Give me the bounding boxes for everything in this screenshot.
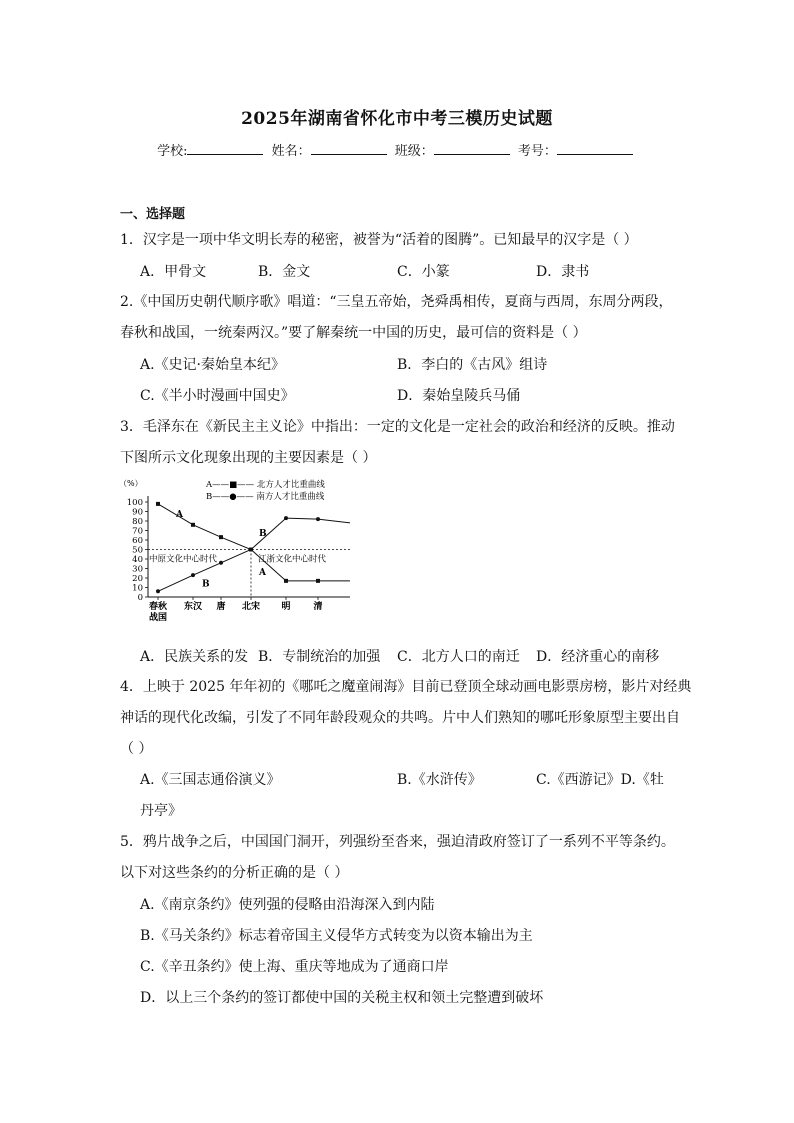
x-tick-label: 东汉 <box>183 602 203 612</box>
name-field[interactable] <box>311 142 387 155</box>
question-1-option-a[interactable]: A．甲骨文 <box>140 264 207 280</box>
curve-label-a-right: A <box>259 568 266 579</box>
question-5-option-a[interactable]: A.《南京条约》使列强的侵略由沿海深入到内陆 <box>140 897 435 913</box>
question-5-option-c[interactable]: C.《辛丑条约》使上海、重庆等地成为了通商口岸 <box>140 959 449 975</box>
question-2-stem-line-1: 2.《中国历史朝代顺序歌》唱道：“三皇五帝始，尧舜禹相传，夏商与西周，东周分两段， <box>120 294 673 310</box>
legend-entry-north: A——■—— 北方人才比重曲线 <box>206 480 325 490</box>
question-1-stem: 1．汉字是一项中华文明长寿的秘密，被誉为“活着的图腾”。已知最早的汉字是（ ） <box>120 232 638 248</box>
north-data-point <box>284 579 288 583</box>
question-4-stem-line-2: 神话的现代化改编，引发了不同年龄段观众的共鸣。片中人们熟知的哪吒形象原型主要出自 <box>120 710 680 726</box>
question-2-stem-line-2: 春秋和战国，一统秦两汉。”要了解秦统一中国的历史，最可信的资料是（ ） <box>120 325 587 341</box>
north-data-point <box>316 579 320 583</box>
x-tick-label: 明 <box>281 602 291 612</box>
curve-label-b-left: B <box>202 579 210 590</box>
question-1-option-c[interactable]: C．小篆 <box>397 264 450 280</box>
school-field[interactable] <box>187 142 263 155</box>
south-data-point <box>191 573 195 577</box>
page-title: 2025年湖南省怀化市中考三模历史试题 <box>241 109 553 129</box>
school-label: 学校: <box>157 144 188 159</box>
question-3-stem-line-1: 3．毛泽东在《新民主主义论》中指出：一定的文化是一定社会的政治和经济的反映。推动 <box>120 419 675 435</box>
question-4-option-a[interactable]: A.《三国志通俗演义》 <box>140 772 281 788</box>
north-data-point <box>191 523 195 527</box>
exam-number-field[interactable] <box>557 142 633 155</box>
question-3-option-b[interactable]: B．专制统治的加强 <box>258 649 381 665</box>
south-data-point <box>219 561 223 565</box>
y-tick-label: 40 <box>132 555 143 565</box>
y-tick-label: 60 <box>132 536 143 546</box>
x-tick-label: 北宋 <box>241 602 261 612</box>
south-data-point <box>156 589 160 593</box>
south-data-point <box>284 516 288 520</box>
question-4-option-d-cont[interactable]: 丹亭》 <box>140 803 182 819</box>
question-2-option-b[interactable]: B．李白的《古风》组诗 <box>397 357 548 373</box>
legend-entry-south: B——●—— 南方人才比重曲线 <box>206 492 325 502</box>
question-1-option-d[interactable]: D．隶书 <box>536 264 590 280</box>
question-3-option-d[interactable]: D．经济重心的南移 <box>536 649 660 665</box>
y-tick-label: 70 <box>132 526 143 537</box>
south-data-point <box>249 548 253 552</box>
y-axis-label: （%） <box>119 479 143 488</box>
exam-number-label: 考号： <box>517 144 557 159</box>
y-tick-label: 0 <box>137 593 143 603</box>
x-tick-label: 春秋 <box>148 602 168 612</box>
x-tick-label: 清 <box>313 602 323 612</box>
student-info-row <box>0 140 794 159</box>
name-label: 姓名： <box>271 144 311 159</box>
question-5-stem-line-2: 以下对这些条约的分析正确的是（ ） <box>120 865 349 881</box>
question-4-option-b[interactable]: B.《水浒传》 <box>397 772 482 788</box>
y-tick-label: 10 <box>132 583 143 594</box>
y-tick-label: 100 <box>126 498 143 508</box>
question-3-option-a[interactable]: A．民族关系的发 <box>140 649 249 665</box>
question-4-stem-line-3: （ ） <box>120 741 153 757</box>
question-1-option-b[interactable]: B．金文 <box>258 264 311 280</box>
question-2-option-d[interactable]: D．秦始皇陵兵马俑 <box>397 388 521 404</box>
section-heading: 一、选择题 <box>120 207 186 222</box>
question-4-stem-line-1: 4．上映于 2025 年年初的《哪吒之魔童闹海》目前已登顶全球动画电影票房榜，影片对经典 <box>120 679 692 695</box>
y-tick-label: 30 <box>132 564 143 575</box>
y-tick-label: 90 <box>132 507 143 518</box>
question-3-option-c[interactable]: C．北方人口的南迁 <box>397 649 520 665</box>
question-4-option-c-d[interactable]: C.《西游记》D.《牡 <box>536 772 664 788</box>
north-data-point <box>219 535 223 539</box>
north-data-point <box>156 502 160 506</box>
class-label: 班级： <box>394 144 434 159</box>
question-2-option-a[interactable]: A.《史记·秦始皇本纪》 <box>140 357 286 373</box>
question-2-option-c[interactable]: C.《半小时漫画中国史》 <box>140 388 295 404</box>
south-data-point <box>316 517 320 521</box>
y-tick-label: 20 <box>132 574 143 584</box>
talent-proportion-chart <box>118 478 358 628</box>
region-label-jiangzhe: 江浙文化中心时代 <box>258 554 327 565</box>
y-tick-label: 80 <box>132 517 143 527</box>
question-5-option-b[interactable]: B.《马关条约》标志着帝国主义侵华方式转变为以资本输出为主 <box>140 928 533 944</box>
question-5-option-d[interactable]: D．以上三个条约的签订都使中国的关税主权和领土完整遭到破坏 <box>140 990 544 1006</box>
region-label-central-plains: 中原文化中心时代 <box>149 554 218 565</box>
class-field[interactable] <box>434 142 510 155</box>
series-line-north <box>158 504 350 581</box>
y-tick-label: 50 <box>132 545 143 556</box>
curve-label-a-left: A <box>176 510 183 521</box>
x-tick-label: 战国 <box>148 613 168 623</box>
question-5-stem-line-1: 5．鸦片战争之后，中国国门洞开，列强纷至沓来，强迫清政府签订了一系列不平等条约。 <box>120 834 675 850</box>
question-3-stem-line-2: 下图所示文化现象出现的主要因素是（ ） <box>120 450 377 466</box>
x-tick-label: 唐 <box>216 602 226 612</box>
curve-label-b-right: B <box>259 529 267 540</box>
